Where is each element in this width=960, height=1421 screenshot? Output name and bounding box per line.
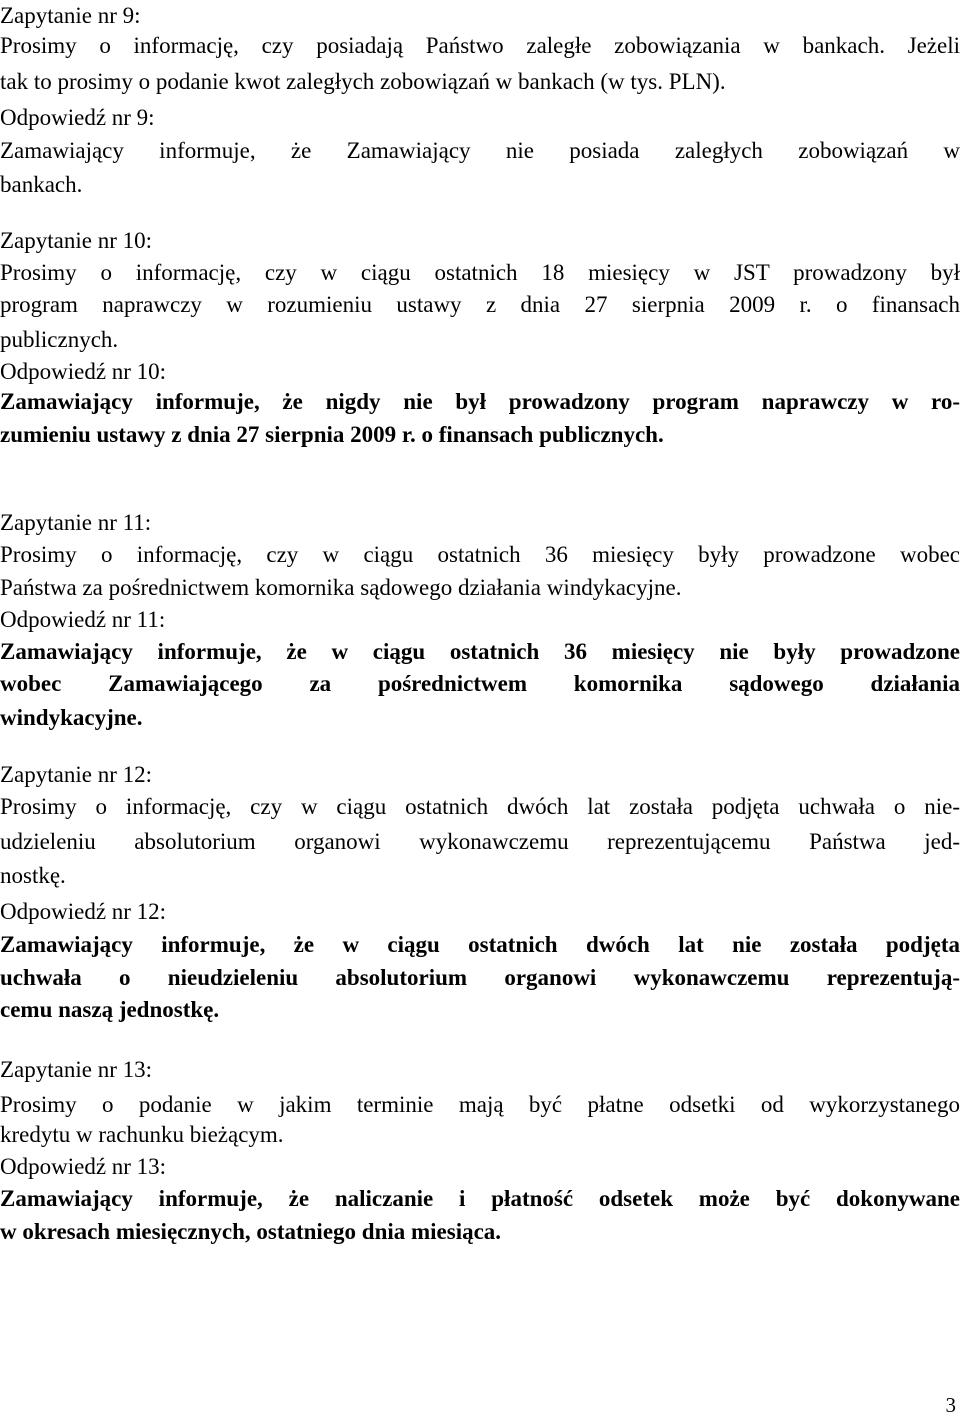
answer-11-text-line-1: Zamawiający informuje, że w ciągu ostatnich 36 miesięcy nie były prowadzone [0, 639, 960, 664]
answer-13-text-line-2: w okresach miesięcznych, ostatniego dnia miesiąca. [0, 1219, 502, 1244]
answer-12-text-line-1: Zamawiający informuje, że w ciągu ostatnich dwóch lat nie została podjęta [0, 932, 960, 957]
question-13-text-line-2: kredytu w rachunku bieżącym. [0, 1122, 284, 1147]
question-10-text-line-3: publicznych. [0, 327, 119, 352]
question-10-label: Zapytanie nr 10: [0, 228, 153, 253]
question-9-text-line-2: tak to prosimy o podanie kwot zaległych zobowiązań w bankach (w tys. PLN). [0, 69, 726, 94]
answer-9-text-line-1: Zamawiający informuje, że Zamawiający nie posiada zaległych zobowiązań w [0, 138, 960, 163]
answer-11-text-line-2: wobec Zamawiającego za pośrednictwem komornika sądowego działania [0, 671, 960, 696]
answer-12-label: Odpowiedź nr 12: [0, 899, 167, 924]
question-12-text-line-3: nostkę. [0, 863, 66, 888]
question-12-label: Zapytanie nr 12: [0, 762, 153, 787]
answer-13-text-line-1: Zamawiający informuje, że naliczanie i płatność odsetek może być dokonywane [0, 1186, 960, 1211]
question-11-text-line-2: Państwa za pośrednictwem komornika sądowego działania windykacyjne. [0, 575, 682, 600]
answer-13-label: Odpowiedź nr 13: [0, 1154, 167, 1179]
answer-10-label: Odpowiedź nr 10: [0, 359, 167, 384]
question-11-label: Zapytanie nr 11: [0, 510, 152, 535]
answer-12-text-line-2: uchwała o nieudzieleniu absolutorium organowi wykonawczemu reprezentują- [0, 965, 960, 990]
answer-10-text-line-1: Zamawiający informuje, że nigdy nie był prowadzony program naprawczy w ro- [0, 389, 960, 414]
question-9-text-line-1: Prosimy o informację, czy posiadają Państwo zaległe zobowiązania w bankach. Jeżeli [0, 33, 960, 58]
answer-11-label: Odpowiedź nr 11: [0, 607, 166, 632]
question-13-label: Zapytanie nr 13: [0, 1057, 153, 1082]
question-10-text-line-2: program naprawczy w rozumieniu ustawy z dnia 27 sierpnia 2009 r. o finansach [0, 292, 960, 317]
answer-12-text-line-3: cemu naszą jednostkę. [0, 997, 220, 1022]
question-11-text-line-1: Prosimy o informację, czy w ciągu ostatnich 36 miesięcy były prowadzone wobec [0, 542, 960, 567]
page-number: 3 [945, 1393, 956, 1417]
question-12-text-line-2: udzieleniu absolutorium organowi wykonawczemu reprezentującemu Państwa jed- [0, 829, 960, 854]
question-13-text-line-1: Prosimy o podanie w jakim terminie mają być płatne odsetki od wykorzystanego [0, 1092, 960, 1117]
answer-11-text-line-3: windykacyjne. [0, 705, 143, 730]
answer-9-text-line-2: bankach. [0, 172, 83, 197]
question-12-text-line-1: Prosimy o informację, czy w ciągu ostatnich dwóch lat została podjęta uchwała o nie- [0, 794, 960, 819]
answer-9-label: Odpowiedź nr 9: [0, 105, 155, 130]
question-9-label: Zapytanie nr 9: [0, 3, 141, 28]
question-10-text-line-1: Prosimy o informację, czy w ciągu ostatnich 18 miesięcy w JST prowadzony był [0, 260, 960, 285]
answer-10-text-line-2: zumieniu ustawy z dnia 27 sierpnia 2009 r. o finansach publicznych. [0, 422, 664, 447]
